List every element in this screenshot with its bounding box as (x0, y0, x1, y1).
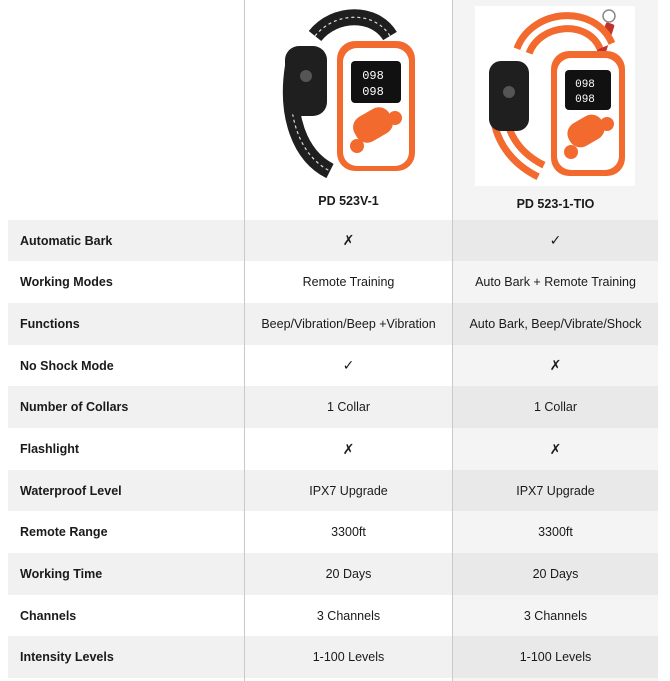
cell-row (453, 470, 658, 511)
value-cell: 1-100 Levels (312, 650, 385, 664)
value-cell: 3 Channels (523, 608, 588, 623)
cell-row (245, 303, 452, 345)
value-cell: 1 Collar (326, 400, 371, 414)
cell-row (453, 261, 658, 303)
feature-label: Functions (20, 317, 80, 331)
feature-label: Waterproof Level (20, 483, 122, 498)
cell-row (245, 636, 452, 678)
value-cell: Auto Bark + Remote Training (475, 275, 636, 289)
feature-label-column (8, 0, 244, 681)
cell-row (453, 595, 658, 636)
row-intensity-levels (8, 636, 244, 678)
value-cell: ✓ (549, 232, 562, 248)
row-no-shock-mode (8, 345, 244, 386)
row-remote-range (8, 511, 244, 553)
value-cell: ✗ (342, 440, 355, 457)
row-waterproof-level (8, 470, 244, 511)
feature-label: Working Time (20, 567, 103, 581)
remote-display-top: 098 (362, 69, 384, 83)
value-cell: 3 Channels (316, 608, 381, 623)
row-automatic-bark (8, 220, 244, 261)
cell-row (245, 345, 452, 386)
value-cell: Auto Bark, Beep/Vibrate/Shock (469, 317, 642, 331)
cell-row (245, 428, 452, 470)
row-functions (8, 303, 244, 345)
feature-label: Flashlight (20, 442, 80, 456)
value-cell: 3300ft (331, 525, 366, 539)
cell-row (453, 636, 658, 678)
value-cell: 3300ft (538, 525, 573, 539)
cell-row (245, 595, 452, 636)
cell-row (453, 345, 658, 386)
feature-label: Working Modes (20, 275, 113, 289)
remote-display-top: 098 (575, 79, 595, 91)
feature-label: Channels (20, 608, 77, 623)
cell-row (245, 261, 452, 303)
row-flashlight (8, 428, 244, 470)
cell-row (453, 386, 658, 428)
feature-label: Automatic Bark (20, 233, 113, 248)
cell-row (453, 428, 658, 470)
feature-label: Number of Collars (20, 400, 129, 414)
product-name: PD 523V-1 (318, 194, 379, 208)
product-name: PD 523-1-TIO (516, 197, 595, 211)
value-cell: 1-100 Levels (519, 650, 592, 664)
cell-row (453, 220, 658, 261)
cell-row (245, 553, 452, 595)
value-cell: ✗ (549, 357, 562, 373)
value-cell: 20 Days (325, 567, 372, 581)
value-cell: IPX7 Upgrade (516, 483, 595, 498)
product-column-2 (453, 0, 658, 681)
remote-display-bottom: 098 (362, 85, 384, 99)
cell-row (245, 386, 452, 428)
feature-label: Intensity Levels (20, 650, 114, 664)
remote-display-bottom: 098 (575, 94, 595, 106)
feature-label: Remote Range (20, 525, 108, 539)
value-cell: 1 Collar (533, 400, 578, 414)
collar-remote-image (481, 6, 641, 186)
value-cell: ✗ (549, 440, 562, 457)
cell-row (245, 470, 452, 511)
product-column-1 (245, 0, 452, 681)
collar-remote-image (275, 6, 425, 186)
row-working-time (8, 553, 244, 595)
value-cell: ✗ (342, 232, 355, 248)
value-cell: Remote Training (302, 275, 395, 289)
row-channels (8, 595, 244, 636)
row-working-modes (8, 261, 244, 303)
value-cell: IPX7 Upgrade (309, 483, 388, 498)
value-cell: Beep/Vibration/Beep +Vibration (261, 317, 436, 331)
cell-row (453, 511, 658, 553)
row-number-of-collars (8, 386, 244, 428)
cell-row (245, 511, 452, 553)
value-cell: 20 Days (532, 567, 579, 581)
value-cell: ✓ (342, 357, 355, 373)
cell-row (453, 553, 658, 595)
cell-row (453, 303, 658, 345)
feature-label: No Shock Mode (20, 358, 114, 373)
cell-row (245, 220, 452, 261)
